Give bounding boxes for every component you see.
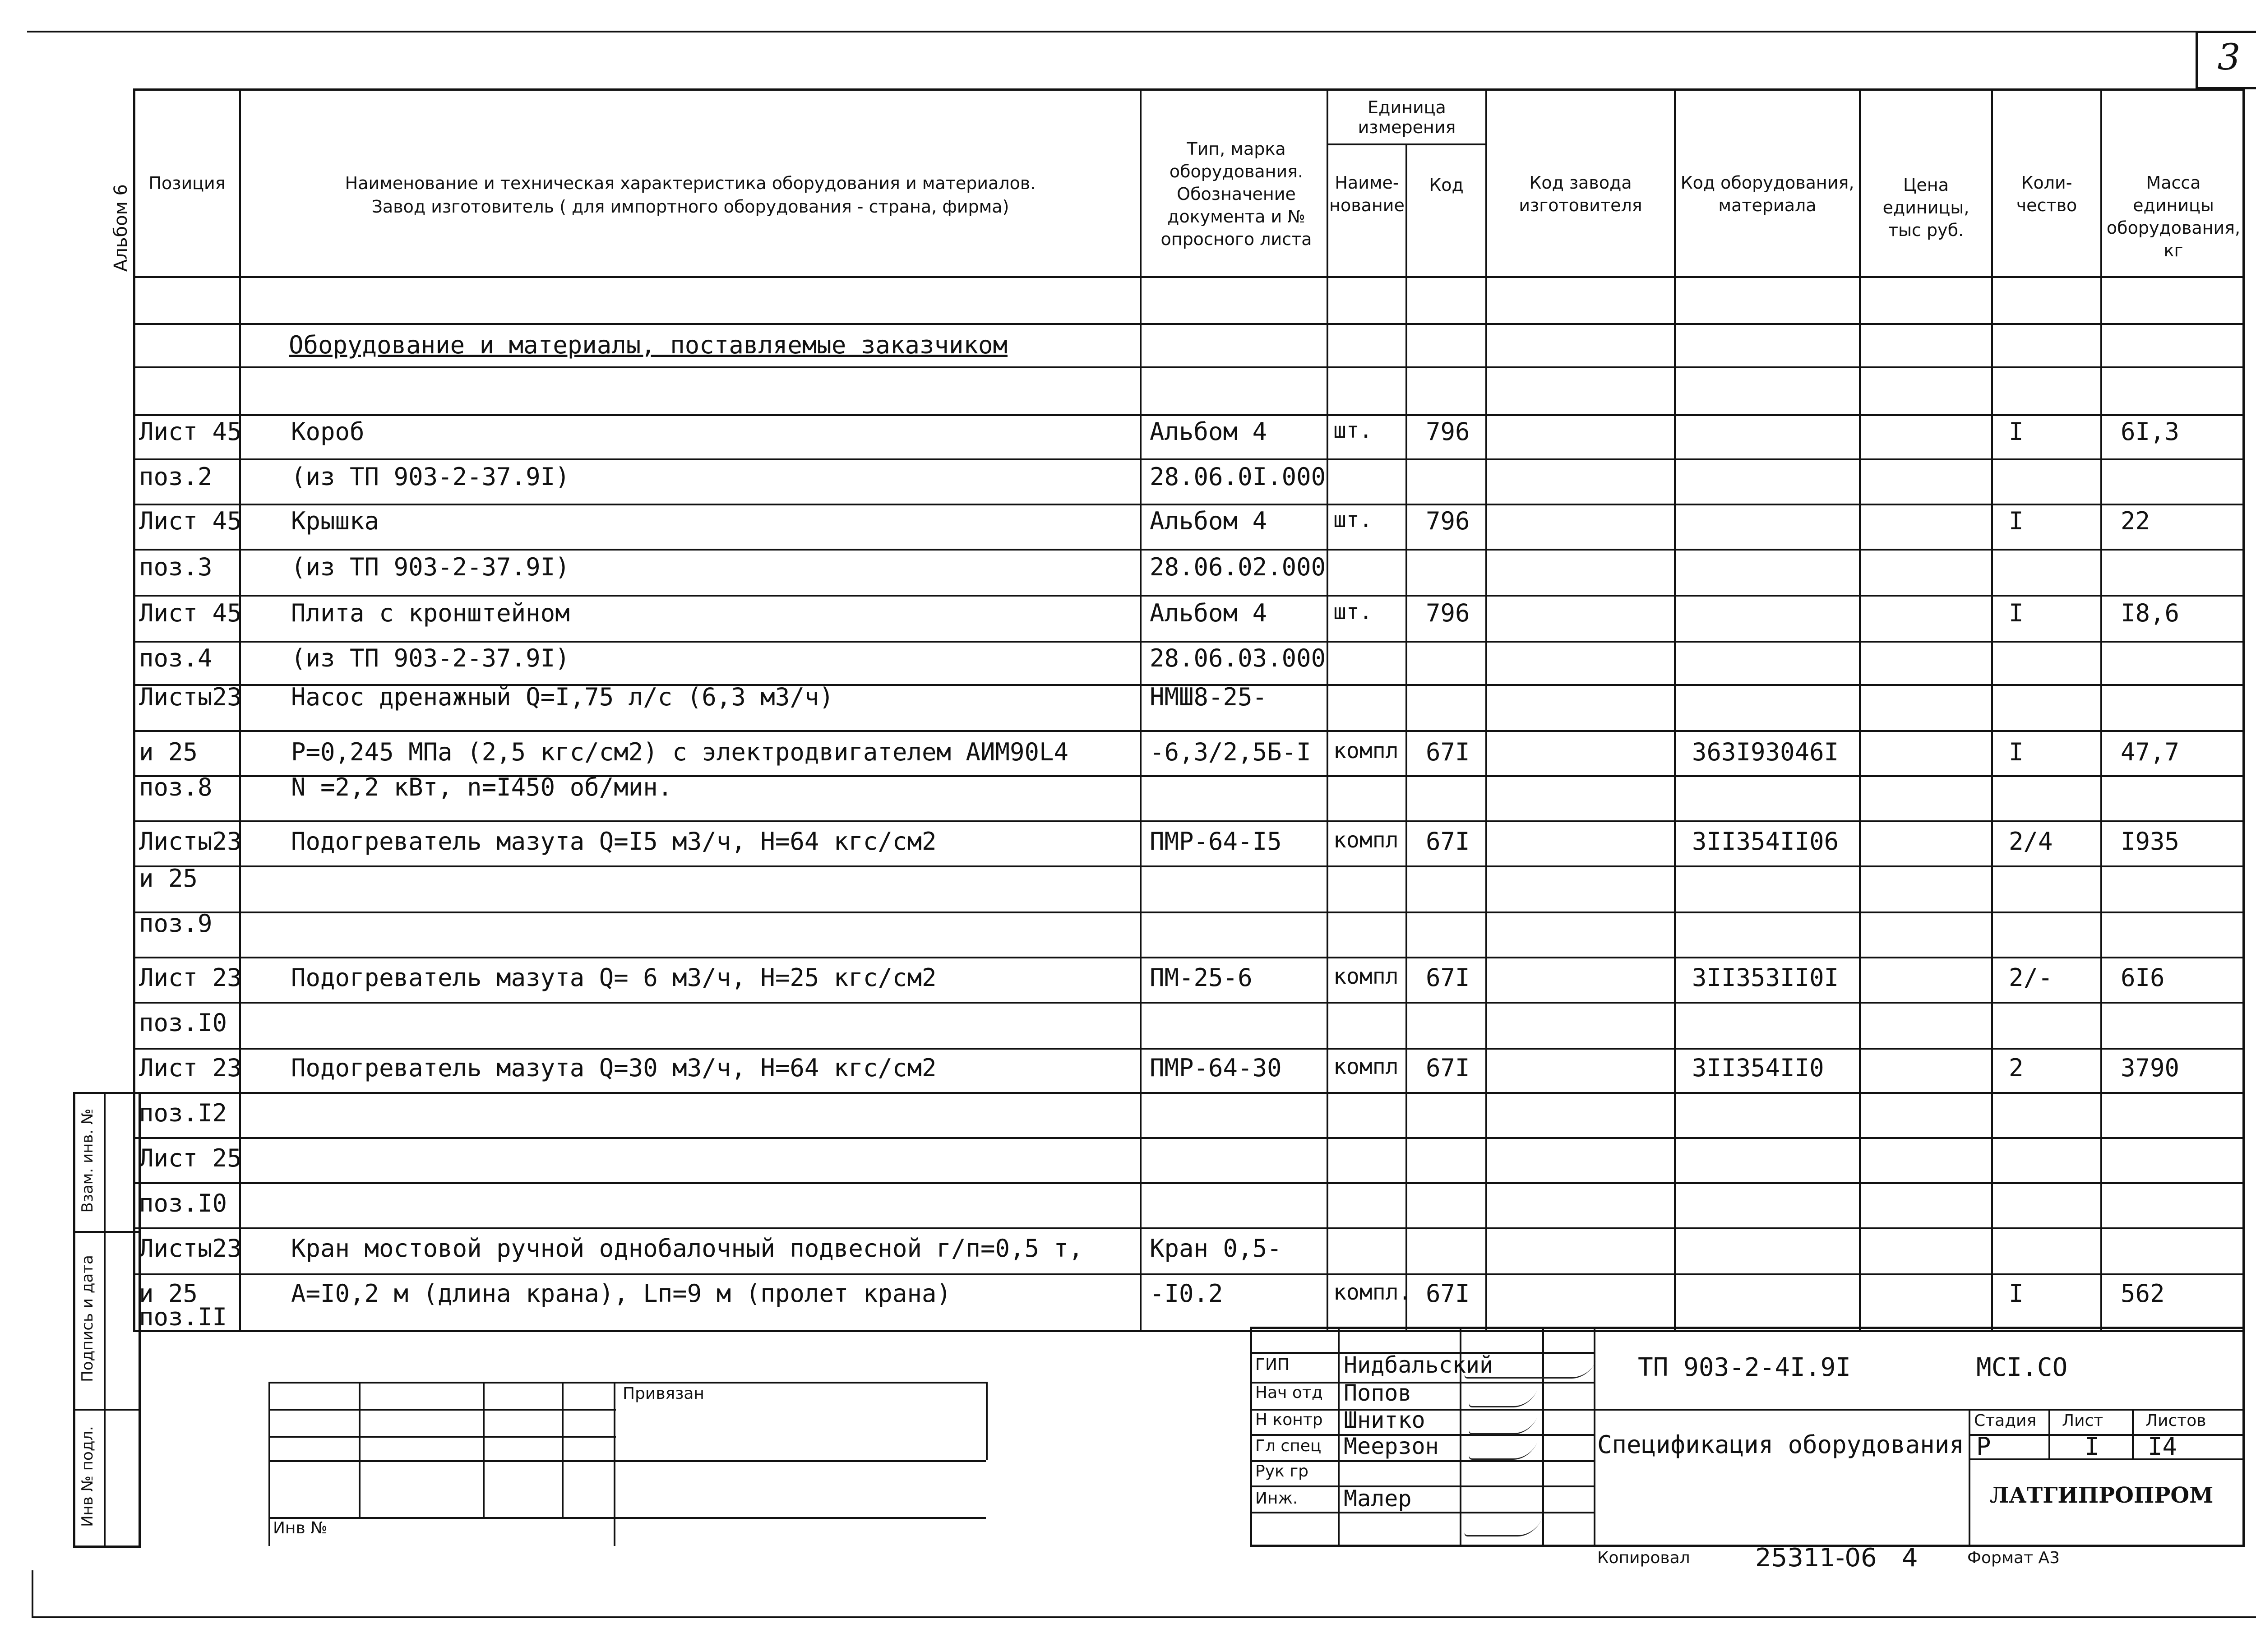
row-mass: 3790 [2121,1054,2180,1082]
row-pos: поз.4 [139,644,213,672]
tb-person: Шнитко [1344,1407,1425,1433]
row-pos: поз.I0 [139,1009,227,1037]
row-qty: I [2009,507,2024,535]
row-unit: компл [1333,738,1399,764]
tb-org: ЛАТГИПРОПРОМ [1990,1483,2214,1508]
row-type: 28.06.03.000 [1150,644,1326,672]
tb-stage-line-1 [1969,1434,2245,1436]
col-line-7 [1859,88,1861,1332]
footer-copy-suffix: 4 [1902,1543,1918,1573]
bottom-border-line [32,1616,2256,1618]
row-code: 796 [1426,599,1470,627]
tb-line-7 [1250,1512,1594,1513]
col-line-4 [1405,143,1407,1332]
row-line [133,458,2245,460]
tb-role: Н контр [1255,1411,1323,1429]
col-line-2 [1140,88,1142,1332]
tb-doc-number: ТП 903-2-4I.9I [1638,1353,1851,1382]
row-name: Насос дренажный Q=I,75 л/с (6,3 м3/ч) [291,683,834,711]
binding-col-5 [614,1382,615,1546]
row-line [133,1048,2245,1050]
left-border-line [32,1570,33,1617]
binding-line-3 [268,1436,616,1438]
row-pos: поз.2 [139,463,213,491]
album-label: Альбом 6 [111,184,131,272]
row-name: А=I0,2 м (длина крана), Lп=9 м (пролет крана) [291,1279,951,1308]
binding-line-4 [268,1460,986,1462]
col-line-8 [1991,88,1993,1332]
row-qty: I [2009,599,2024,627]
row-line [133,865,2245,867]
row-type: 28.06.02.000 [1150,553,1326,581]
tb-stage-col-1 [2048,1409,2050,1458]
header-name [241,171,1140,218]
page-number: 3 [2217,36,2241,78]
tb-col-date [1594,1327,1595,1547]
row-qty: 2 [2009,1054,2024,1082]
row-unit: компл [1333,1054,1399,1079]
row-pos: Лист 45 [139,599,242,627]
row-unit: компл [1333,828,1399,853]
row-unit: компл. [1333,1280,1412,1305]
section-title: Оборудование и материалы, поставляемые заказчиком [289,331,1008,359]
header-position: Позиция [148,173,226,193]
row-code: 67I [1426,738,1470,766]
row-line [133,1092,2245,1094]
tb-doc-title: Спецификация оборудования [1597,1430,1964,1459]
row-line [133,595,2245,597]
side-stamp-inv: Инв № подл. [79,1426,97,1527]
tb-col-role [1338,1327,1340,1547]
row-type: -I0.2 [1150,1279,1223,1308]
row-qty: I [2009,1279,2024,1308]
row-code: 796 [1426,507,1470,535]
row-name: Короб [291,417,365,446]
row-name: Кран мостовой ручной однобалочный подвесной г/п=0,5 т, [291,1234,1083,1263]
tb-stage-col-0 [1969,1409,1970,1547]
row-pos: Лист 25 [139,1144,242,1172]
binding-top-line [268,1382,986,1384]
tb-stage-label: Стадия [1974,1411,2037,1430]
row-unit: шт. [1333,507,1373,532]
row-code: 67I [1426,827,1470,856]
row-line [133,912,2245,913]
tb-sheets-label: Листов [2145,1411,2206,1430]
row-line [133,366,2245,368]
row-line [133,820,2245,822]
row-line [133,276,2245,278]
row-name: Плита с кронштейном [291,599,570,627]
row-line [133,1182,2245,1184]
row-pos: и 25 [139,864,198,893]
row-pos: поз.3 [139,553,213,581]
tb-person: Малер [1344,1485,1412,1512]
row-name: Подогреватель мазута Q= 6 м3/ч, Н=25 кгс/см2 [291,963,937,992]
row-line [133,1273,2245,1275]
side-stamp-podpis: Подпись и дата [79,1255,97,1382]
header-equip-code: Код оборудования, материала [1680,173,1854,215]
tb-role: ГИП [1255,1356,1290,1374]
binding-col-1 [268,1382,270,1546]
tb-role: Нач отд [1255,1384,1323,1402]
binding-col-4 [562,1382,564,1517]
row-qty: 2/- [2009,963,2053,992]
tb-role: Инж. [1255,1489,1298,1508]
binding-col-6 [986,1382,988,1460]
row-pos: Лист 45 [139,417,242,446]
tb-stage-line-2 [1969,1458,2245,1460]
row-type: Альбом 4 [1150,507,1267,535]
row-line [133,1137,2245,1139]
row-line [133,1227,2245,1229]
row-line [133,957,2245,958]
row-pos: и 25 [139,1279,198,1308]
binding-line-5 [268,1517,986,1519]
tb-doc-code: МСI.СО [1976,1353,2068,1382]
tb-stage: Р [1976,1432,1991,1461]
row-qty: I [2009,417,2024,446]
top-border-line [27,31,2256,32]
footer-format: Формат А3 [1967,1549,2060,1567]
row-type: Кран 0,5- [1150,1234,1282,1263]
side-stamp-split [104,1092,106,1548]
row-name: Р=0,245 МПа (2,5 кгс/см2) с электродвигателем АИМ90L4 [291,738,1069,766]
tb-sheets: I4 [2148,1432,2177,1461]
tb-person: Попов [1344,1380,1412,1406]
row-type: ПМР-64-I5 [1150,827,1282,856]
row-line [133,549,2245,551]
row-mass: 22 [2121,507,2150,535]
row-pos: поз.I0 [139,1189,227,1217]
row-type: 28.06.0I.000 [1150,463,1326,491]
row-pos2: поз.II [139,1303,227,1331]
row-type: -6,3/2,5Б-I [1150,738,1311,766]
row-pos: Листы23 [139,683,242,711]
header-mass: Масса единицы оборудования, кг [2106,173,2241,260]
row-line [133,504,2245,505]
row-pos: поз.8 [139,773,213,801]
col-line-6 [1674,88,1676,1332]
tb-role: Гл спец [1255,1437,1322,1455]
row-qty: I [2009,738,2024,766]
col-line-5 [1485,88,1487,1332]
header-name-line1: Наименование и техническая характеристика оборудования и материалов. [345,173,1036,193]
row-unit: шт. [1333,418,1373,443]
row-code: 796 [1426,417,1470,446]
row-mass: 47,7 [2121,738,2180,766]
row-name: (из ТП 903-2-37.9I) [291,553,570,581]
binding-privyazan: Привязан [623,1384,704,1403]
row-mass: 6I,3 [2121,417,2180,446]
row-name: (из ТП 903-2-37.9I) [291,463,570,491]
row-pos: и 25 [139,738,198,766]
row-name: Крышка [291,507,379,535]
row-qty: 2/4 [2009,827,2053,856]
row-line [133,323,2245,325]
tb-sheet-label: Лист [2062,1411,2103,1430]
row-mass: 6I6 [2121,963,2165,992]
row-unit: компл [1333,964,1399,989]
row-pos: поз.I2 [139,1099,227,1127]
row-type: Альбом 4 [1150,417,1267,446]
row-mass: 562 [2121,1279,2165,1308]
row-type: ПМР-64-30 [1150,1054,1282,1082]
row-equip: 3II354II0 [1692,1054,1824,1082]
header-price: Цена единицы, тыс руб. [1882,175,1969,240]
binding-inv-no: Инв № [273,1519,328,1537]
footer-kopiroval: Копировал [1597,1549,1690,1567]
row-mass: I935 [2121,827,2180,856]
footer-copy-number: 25311-06 [1755,1543,1877,1573]
tb-role: Рук гр [1255,1462,1308,1481]
header-type: Тип, марка оборудования. Обозначение документа и № опросного листа [1160,139,1312,249]
row-pos: Листы23 [139,1234,242,1263]
header-name-line2: Завод изготовитель ( для импортного оборудования - страна, фирма) [371,197,1009,217]
tb-col-sign [1542,1327,1544,1547]
tb-sheet: I [2085,1432,2099,1461]
col-line-3 [1327,88,1328,1332]
tb-person: Нидбальский [1344,1352,1493,1378]
binding-line-2 [268,1409,616,1411]
tb-person: Меерзон [1344,1433,1439,1459]
row-pos: Лист 23 [139,1054,242,1082]
row-pos: поз.9 [139,909,213,938]
row-equip: 3II353II0I [1692,963,1839,992]
row-code: 67I [1426,963,1470,992]
header-factory-code: Код завода изготовителя [1519,173,1642,215]
row-pos: Лист 45 [139,507,242,535]
row-type: ПМ-25-6 [1150,963,1253,992]
row-name: (из ТП 903-2-37.9I) [291,644,570,672]
row-line [133,414,2245,416]
row-pos: Листы23 [139,827,242,856]
tb-stage-col-2 [2132,1409,2134,1458]
row-equip: 363I93046I [1692,738,1839,766]
header-unit: Единица измерения [1358,97,1456,137]
row-line [133,730,2245,732]
row-equip: 3II354II06 [1692,827,1839,856]
row-code: 67I [1426,1054,1470,1082]
row-mass: I8,6 [2121,599,2180,627]
row-type: НМШ8-25- [1150,683,1267,711]
row-code: 67I [1426,1279,1470,1308]
row-name: Подогреватель мазута Q=30 м3/ч, Н=64 кгс/см2 [291,1054,937,1082]
row-name: N =2,2 кВт, n=I450 об/мин. [291,773,673,801]
side-stamp-line-1 [73,1231,141,1233]
row-line [133,641,2245,643]
row-line [133,1002,2245,1004]
header-unit-code: Код [1429,175,1464,195]
signature-gip [1463,1361,1596,1379]
binding-col-3 [483,1382,485,1517]
row-type: Альбом 4 [1150,599,1267,627]
side-stamp-vzam: Взам. инв. № [79,1108,97,1213]
header-qty: Коли- чество [2016,173,2077,215]
tb-line-6 [1250,1485,1594,1487]
row-pos: Лист 23 [139,963,242,992]
row-unit: шт. [1333,599,1373,625]
row-name: Подогреватель мазута Q=I5 м3/ч, Н=64 кгс/см2 [291,827,937,856]
header-unit-name: Наиме- нование [1329,173,1405,215]
binding-col-2 [359,1382,361,1517]
